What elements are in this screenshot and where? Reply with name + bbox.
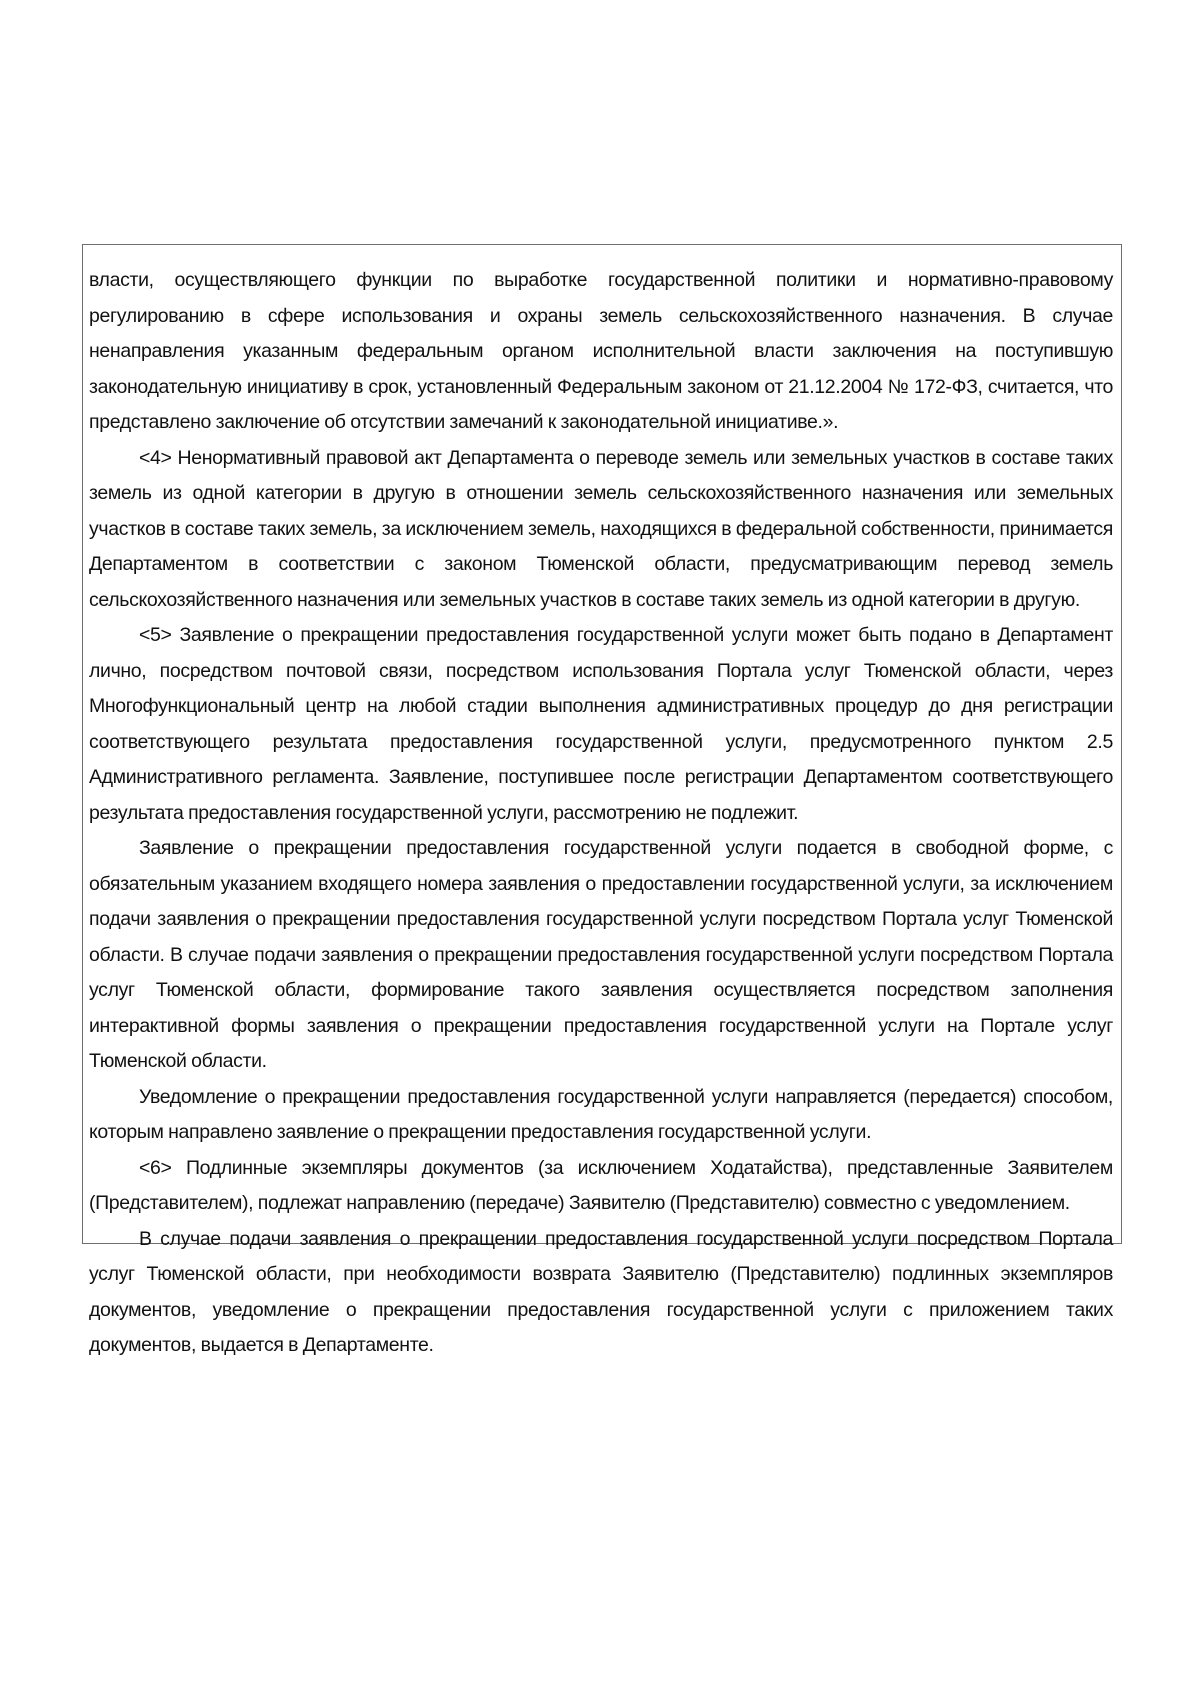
paragraph-footnote-6: <6> Подлинные экземпляры документов (за исключением Ходатайства), представленные Заявителем (Представителем), подлежат направлению (передаче) Заявителю (Представителю) совместно с уведомлением.	[89, 1156, 1113, 1214]
paragraph-footnote-5: <5> Заявление о прекращении предоставления государственной услуги может быть подано в Департамент лично, посредством почтовой связи, посредством использования Портала услуг Тюменской области, через Многофункциональный центр на любой стадии выполнения административных процедур до дня регистрации соответствующего результата предоставления государственной услуги, предусмотренного пунктом 2.5 Административного регламента. Заявление, поступившее после регистрации Департаментом соответствующего результата предоставления государственной услуги, рассмотрению не подлежит.	[89, 624, 1113, 824]
paragraph-portal-return: В случае подачи заявления о прекращении предоставления государственной услуги посредством Портала услуг Тюменской области, при необходимости возврата Заявителю (Представителю) подлинных экземпляров документов, уведомление о прекращении предоставления государственной услуги с приложением таких документов, выдается в Департаменте.	[89, 1227, 1113, 1356]
paragraph-termination-application-form: Заявление о прекращении предоставления государственной услуги подается в свободной форме, с обязательным указанием входящего номера заявления о предоставлении государственной услуги, за исключением подачи заявления о прекращении предоставления государственной услуги посредством Портала услуг Тюменской области. В случае подачи заявления о прекращении предоставления государственной услуги посредством Портала услуг Тюменской области, формирование такого заявления осуществляется посредством заполнения интерактивной формы заявления о прекращении предоставления государственной услуги на Портале услуг Тюменской области.	[89, 837, 1113, 1072]
paragraph-continuation: власти, осуществляющего функции по выработке государственной политики и нормативно-правовому регулированию в сфере использования и охраны земель сельскохозяйственного назначения. В случае ненаправления указанным федеральным органом исполнительной власти заключения на поступившую законодательную инициативу в срок, установленный Федеральным законом от 21.12.2004 № 172-ФЗ, считается, что представлено заключение об отсутствии замечаний к законодательной инициативе.».	[89, 269, 1113, 433]
paragraph-termination-notice: Уведомление о прекращении предоставления государственной услуги направляется (передается) способом, которым направлено заявление о прекращении предоставления государственной услуги.	[89, 1085, 1113, 1143]
document-text-frame	[82, 244, 1122, 1356]
document-body	[89, 263, 1113, 1364]
paragraph-footnote-4: <4> Ненормативный правовой акт Департамента о переводе земель или земельных участков в составе таких земель из одной категории в другую в отношении земель сельскохозяйственного назначения или земельных участков в составе таких земель, за исключением земель, находящихся в федеральной собственности, принимается Департаментом в соответствии с законом Тюменской области, предусматривающим перевод земель сельскохозяйственного назначения или земельных участков в составе таких земель из одной категории в другую.	[89, 446, 1114, 611]
